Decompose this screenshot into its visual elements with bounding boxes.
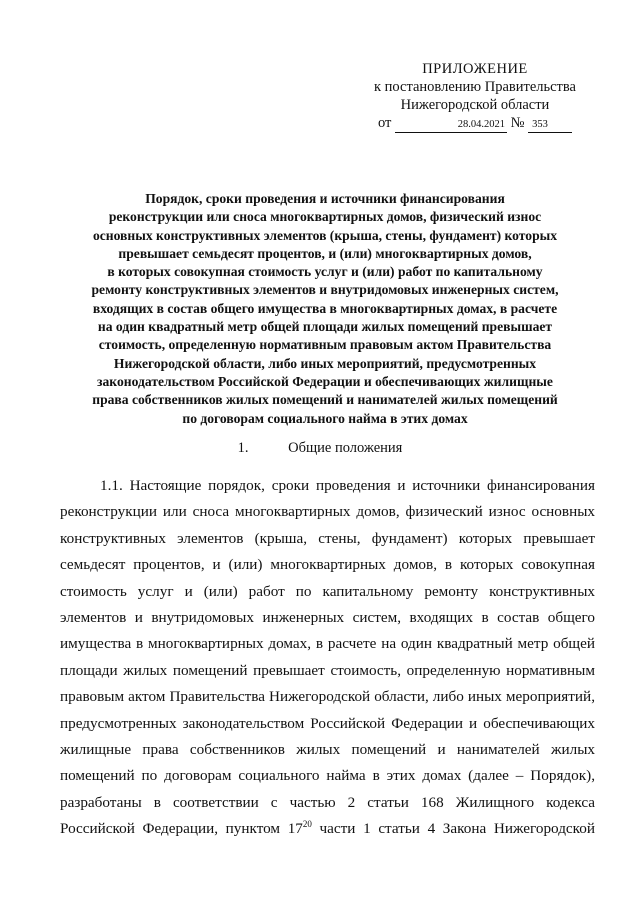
appendix-date-row — [360, 114, 590, 133]
paragraph-line: имущества в многоквартирных домах, в расчете на один квадратный метр общей — [60, 635, 595, 653]
title-line: в которых совокупная стоимость услуг и (или) работ по капитальному — [107, 264, 543, 280]
title-line: по договорам социального найма в этих домах — [182, 410, 468, 426]
paragraph-line: жилищные права собственников жилых помещений и нанимателей жилых — [60, 740, 595, 758]
last-line-after: части 1 статьи 4 Закона Нижегородской — [311, 820, 595, 838]
title-line: права собственников жилых помещений и нанимателей жилых помещений — [92, 392, 558, 408]
appendix-block — [360, 60, 590, 133]
paragraph-line: помещений по договорам социального найма в этих домах (далее – Порядок), — [60, 767, 595, 785]
paragraph-line: конструктивных элементов (крыша, стены, фундамент) которых превышает — [60, 529, 595, 547]
paragraph-line: 1.1. Настоящие порядок, сроки проведения и источники финансирования — [100, 477, 595, 494]
appendix-title: ПРИЛОЖЕНИЕ — [422, 61, 528, 77]
title-line: Порядок, сроки проведения и источники финансирования — [145, 191, 505, 206]
paragraph-line: площади жилых помещений превышает стоимость, определенную нормативным — [60, 661, 595, 679]
title-line: Нижегородской области, либо иных мероприятий, предусмотренных — [113, 355, 537, 371]
document-title — [55, 190, 595, 428]
paragraph-line: правовым актом Правительства Нижегородской области, либо иных мероприятий, — [60, 688, 595, 706]
title-line: на один квадратный метр общей площади жилых помещений превышает — [97, 319, 553, 335]
title-line: превышает семьдесят процентов, и (или) многоквартирных домов, — [118, 245, 532, 261]
number-sign: № — [510, 115, 525, 131]
section-heading — [60, 439, 580, 457]
body-text — [60, 473, 595, 842]
title-line: входящих в состав общего имущества в многоквартирных домах, в расчете — [92, 300, 558, 316]
paragraph-line: разработаны в соответствии с частью 2 статьи 168 Жилищного кодекса — [60, 793, 595, 811]
resolution-number: 353 — [528, 118, 572, 133]
from-label: от — [377, 115, 392, 131]
section-title: Общие положения — [288, 440, 403, 456]
point-superscript: 20 — [302, 819, 312, 830]
appendix-line-1: к постановлению Правительства — [374, 79, 576, 95]
paragraph-line: реконструкции или сноса многоквартирных домов, физический износ основных — [60, 503, 595, 521]
last-line-before: Российской Федерации, пунктом 17 — [60, 820, 303, 838]
title-line: ремонту конструктивных элементов и внутридомовых инженерных систем, — [91, 282, 559, 298]
paragraph-line: стоимость услуг и (или) работ по капитальному ремонту конструктивных — [60, 582, 595, 600]
paragraph-line: семьдесят процентов, и (или) многоквартирных домов, в которых совокупная — [60, 556, 595, 574]
paragraph-line-last — [60, 816, 595, 842]
title-line: реконструкции или сноса многоквартирных домов, физический износ — [108, 209, 542, 225]
paragraph-line: предусмотренных законодательством Российской Федерации и обеспечивающих — [60, 714, 595, 732]
section-number: 1. — [237, 440, 249, 456]
paragraph-line: элементов и внутридомовых инженерных систем, входящих в состав общего — [60, 608, 595, 626]
resolution-date: 28.04.2021 — [395, 118, 507, 133]
title-line: законодательством Российской Федерации и обеспечивающих жилищные — [97, 373, 553, 389]
appendix-line-2: Нижегородской области — [400, 97, 550, 113]
title-line: основных конструктивных элементов (крыша, стены, фундамент) которых — [92, 227, 558, 243]
title-line: стоимость, определенную нормативным правовым актом Правительства — [98, 337, 552, 353]
